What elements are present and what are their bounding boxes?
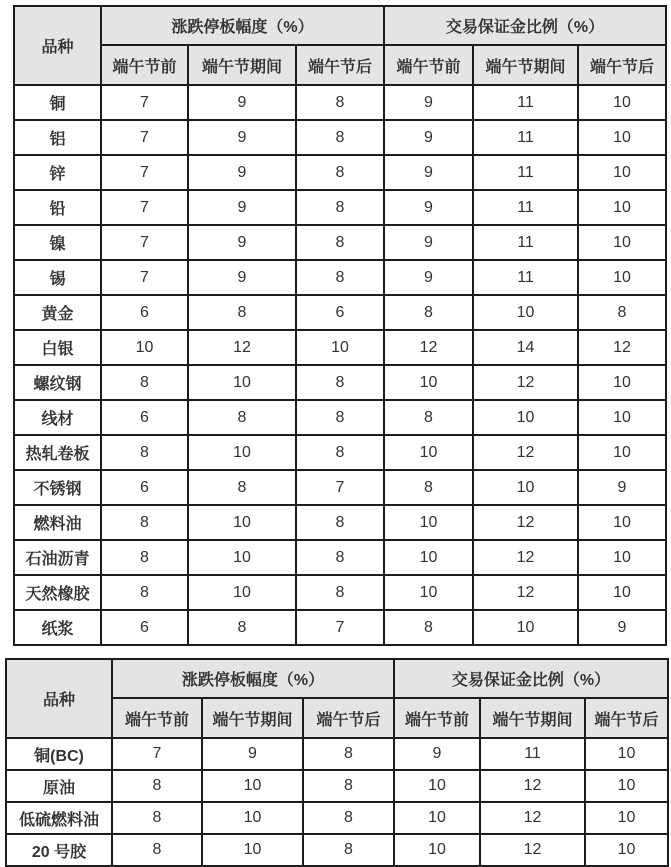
value-cell: 10: [585, 770, 668, 802]
value-cell: 10: [473, 470, 578, 505]
value-cell: 6: [101, 470, 188, 505]
variety-cell: 20 号胶: [6, 834, 112, 866]
value-cell: 8: [101, 435, 188, 470]
value-cell: 9: [188, 85, 296, 120]
value-cell: 8: [101, 365, 188, 400]
value-cell: 10: [202, 834, 303, 866]
value-cell: 10: [101, 330, 188, 365]
value-cell: 9: [202, 738, 303, 770]
value-cell: 10: [202, 802, 303, 834]
table-row: [14, 85, 666, 120]
group-header-row: [14, 6, 666, 45]
table-row: [6, 802, 668, 834]
value-cell: 7: [112, 738, 202, 770]
table-row: [14, 330, 666, 365]
variety-cell: 线材: [14, 400, 101, 435]
value-cell: 10: [578, 120, 666, 155]
value-cell: 8: [303, 802, 394, 834]
table-row: [14, 505, 666, 540]
value-cell: 8: [384, 295, 473, 330]
subheader-limit-0: 端午节前: [101, 45, 188, 85]
value-cell: 12: [473, 540, 578, 575]
table-row: [14, 260, 666, 295]
table-row: [14, 295, 666, 330]
subheader-margin-1: 端午节期间: [473, 45, 578, 85]
value-cell: 12: [473, 435, 578, 470]
value-cell: 9: [384, 120, 473, 155]
value-cell: 8: [303, 770, 394, 802]
value-cell: 10: [578, 435, 666, 470]
value-cell: 9: [578, 470, 666, 505]
value-cell: 10: [188, 435, 296, 470]
value-cell: 8: [101, 505, 188, 540]
value-cell: 14: [473, 330, 578, 365]
value-cell: 8: [296, 120, 384, 155]
value-cell: 12: [480, 770, 585, 802]
value-cell: 12: [578, 330, 666, 365]
table-row: [14, 575, 666, 610]
value-cell: 7: [101, 120, 188, 155]
value-cell: 8: [384, 610, 473, 645]
value-cell: 11: [473, 260, 578, 295]
value-cell: 7: [296, 610, 384, 645]
subheader-limit-1: 端午节期间: [202, 698, 303, 738]
subheader-margin-1: 端午节期间: [480, 698, 585, 738]
value-cell: 10: [578, 505, 666, 540]
value-cell: 10: [578, 190, 666, 225]
variety-cell: 铝: [14, 120, 101, 155]
value-cell: 9: [384, 190, 473, 225]
table-body: [6, 738, 668, 866]
value-cell: 6: [296, 295, 384, 330]
table-row: [14, 435, 666, 470]
table-row: [6, 738, 668, 770]
value-cell: 11: [473, 120, 578, 155]
table-row: [14, 400, 666, 435]
value-cell: 7: [101, 225, 188, 260]
value-cell: 10: [384, 505, 473, 540]
value-cell: 10: [578, 540, 666, 575]
value-cell: 9: [188, 260, 296, 295]
variety-cell: 低硫燃料油: [6, 802, 112, 834]
value-cell: 12: [473, 365, 578, 400]
variety-cell: 天然橡胶: [14, 575, 101, 610]
value-cell: 9: [384, 155, 473, 190]
subheader-margin-0: 端午节前: [384, 45, 473, 85]
value-cell: 10: [394, 834, 480, 866]
table-row: [14, 225, 666, 260]
value-cell: 9: [384, 85, 473, 120]
value-cell: 9: [188, 225, 296, 260]
value-cell: 10: [394, 770, 480, 802]
variety-cell: 黄金: [14, 295, 101, 330]
table-main-commodities: [13, 5, 667, 646]
value-cell: 8: [112, 834, 202, 866]
value-cell: 10: [578, 260, 666, 295]
table-row: [14, 190, 666, 225]
subheader-limit-0: 端午节前: [112, 698, 202, 738]
variety-cell: 白银: [14, 330, 101, 365]
value-cell: 10: [578, 400, 666, 435]
value-cell: 11: [473, 155, 578, 190]
table-row: [14, 540, 666, 575]
value-cell: 7: [296, 470, 384, 505]
value-cell: 9: [188, 190, 296, 225]
value-cell: 12: [384, 330, 473, 365]
value-cell: 10: [384, 540, 473, 575]
value-cell: 6: [101, 400, 188, 435]
table-row: [14, 120, 666, 155]
value-cell: 8: [101, 540, 188, 575]
value-cell: 8: [188, 610, 296, 645]
value-cell: 6: [101, 610, 188, 645]
variety-cell: 锌: [14, 155, 101, 190]
group-header-margin-ratio: 交易保证金比例（%）: [394, 659, 668, 698]
value-cell: 8: [296, 400, 384, 435]
value-cell: 8: [296, 505, 384, 540]
table-body: [14, 85, 666, 645]
value-cell: 8: [303, 738, 394, 770]
value-cell: 8: [296, 155, 384, 190]
variety-cell: 石油沥青: [14, 540, 101, 575]
variety-cell: 镍: [14, 225, 101, 260]
value-cell: 8: [296, 260, 384, 295]
group-header-price-limit: 涨跌停板幅度（%）: [112, 659, 394, 698]
subheader-margin-2: 端午节后: [585, 698, 668, 738]
value-cell: 9: [188, 120, 296, 155]
value-cell: 9: [394, 738, 480, 770]
value-cell: 10: [585, 802, 668, 834]
value-cell: 11: [473, 85, 578, 120]
value-cell: 9: [188, 155, 296, 190]
value-cell: 11: [473, 190, 578, 225]
variety-cell: 螺纹钢: [14, 365, 101, 400]
variety-cell: 不锈钢: [14, 470, 101, 505]
value-cell: 10: [578, 365, 666, 400]
variety-cell: 纸浆: [14, 610, 101, 645]
value-cell: 7: [101, 155, 188, 190]
value-cell: 9: [578, 610, 666, 645]
value-cell: 10: [384, 435, 473, 470]
value-cell: 7: [101, 260, 188, 295]
group-header-price-limit: 涨跌停板幅度（%）: [101, 6, 384, 45]
value-cell: 10: [188, 505, 296, 540]
value-cell: 8: [296, 435, 384, 470]
subheader-limit-1: 端午节期间: [188, 45, 296, 85]
value-cell: 9: [384, 260, 473, 295]
value-cell: 10: [188, 365, 296, 400]
value-cell: 8: [188, 400, 296, 435]
value-cell: 12: [480, 802, 585, 834]
variety-cell: 燃料油: [14, 505, 101, 540]
variety-cell: 铜(BC): [6, 738, 112, 770]
value-cell: 10: [188, 540, 296, 575]
value-cell: 10: [585, 738, 668, 770]
value-cell: 10: [578, 155, 666, 190]
table-row: [6, 834, 668, 866]
value-cell: 12: [473, 575, 578, 610]
value-cell: 10: [296, 330, 384, 365]
value-cell: 12: [188, 330, 296, 365]
value-cell: 8: [384, 400, 473, 435]
table-row: [14, 365, 666, 400]
value-cell: 8: [296, 85, 384, 120]
group-header-row: [6, 659, 668, 698]
value-cell: 10: [202, 770, 303, 802]
value-cell: 8: [578, 295, 666, 330]
value-cell: 6: [101, 295, 188, 330]
value-cell: 10: [473, 610, 578, 645]
variety-cell: 原油: [6, 770, 112, 802]
value-cell: 8: [188, 295, 296, 330]
value-cell: 10: [578, 225, 666, 260]
variety-cell: 铜: [14, 85, 101, 120]
value-cell: 10: [384, 365, 473, 400]
value-cell: 8: [188, 470, 296, 505]
value-cell: 10: [473, 295, 578, 330]
value-cell: 10: [394, 802, 480, 834]
value-cell: 8: [303, 834, 394, 866]
table-row: [14, 470, 666, 505]
table-international-commodities: [5, 658, 669, 867]
value-cell: 10: [585, 834, 668, 866]
subheader-row: [14, 45, 666, 85]
value-cell: 8: [112, 802, 202, 834]
variety-cell: 铅: [14, 190, 101, 225]
subheader-limit-2: 端午节后: [296, 45, 384, 85]
value-cell: 8: [296, 190, 384, 225]
value-cell: 11: [473, 225, 578, 260]
table-row: [14, 610, 666, 645]
value-cell: 10: [473, 400, 578, 435]
value-cell: 8: [296, 540, 384, 575]
value-cell: 7: [101, 85, 188, 120]
variety-header: 品种: [6, 659, 112, 738]
value-cell: 11: [480, 738, 585, 770]
subheader-limit-2: 端午节后: [303, 698, 394, 738]
value-cell: 10: [188, 575, 296, 610]
value-cell: 7: [101, 190, 188, 225]
value-cell: 12: [473, 505, 578, 540]
value-cell: 8: [296, 365, 384, 400]
subheader-margin-2: 端午节后: [578, 45, 666, 85]
value-cell: 10: [578, 85, 666, 120]
value-cell: 12: [480, 834, 585, 866]
table-row: [14, 155, 666, 190]
value-cell: 10: [578, 575, 666, 610]
variety-cell: 热轧卷板: [14, 435, 101, 470]
value-cell: 8: [296, 225, 384, 260]
variety-cell: 锡: [14, 260, 101, 295]
value-cell: 8: [101, 575, 188, 610]
value-cell: 10: [384, 575, 473, 610]
value-cell: 8: [112, 770, 202, 802]
value-cell: 8: [384, 470, 473, 505]
subheader-margin-0: 端午节前: [394, 698, 480, 738]
value-cell: 9: [384, 225, 473, 260]
value-cell: 8: [296, 575, 384, 610]
page: [0, 5, 671, 867]
variety-header: 品种: [14, 6, 101, 85]
table-row: [6, 770, 668, 802]
group-header-margin-ratio: 交易保证金比例（%）: [384, 6, 666, 45]
